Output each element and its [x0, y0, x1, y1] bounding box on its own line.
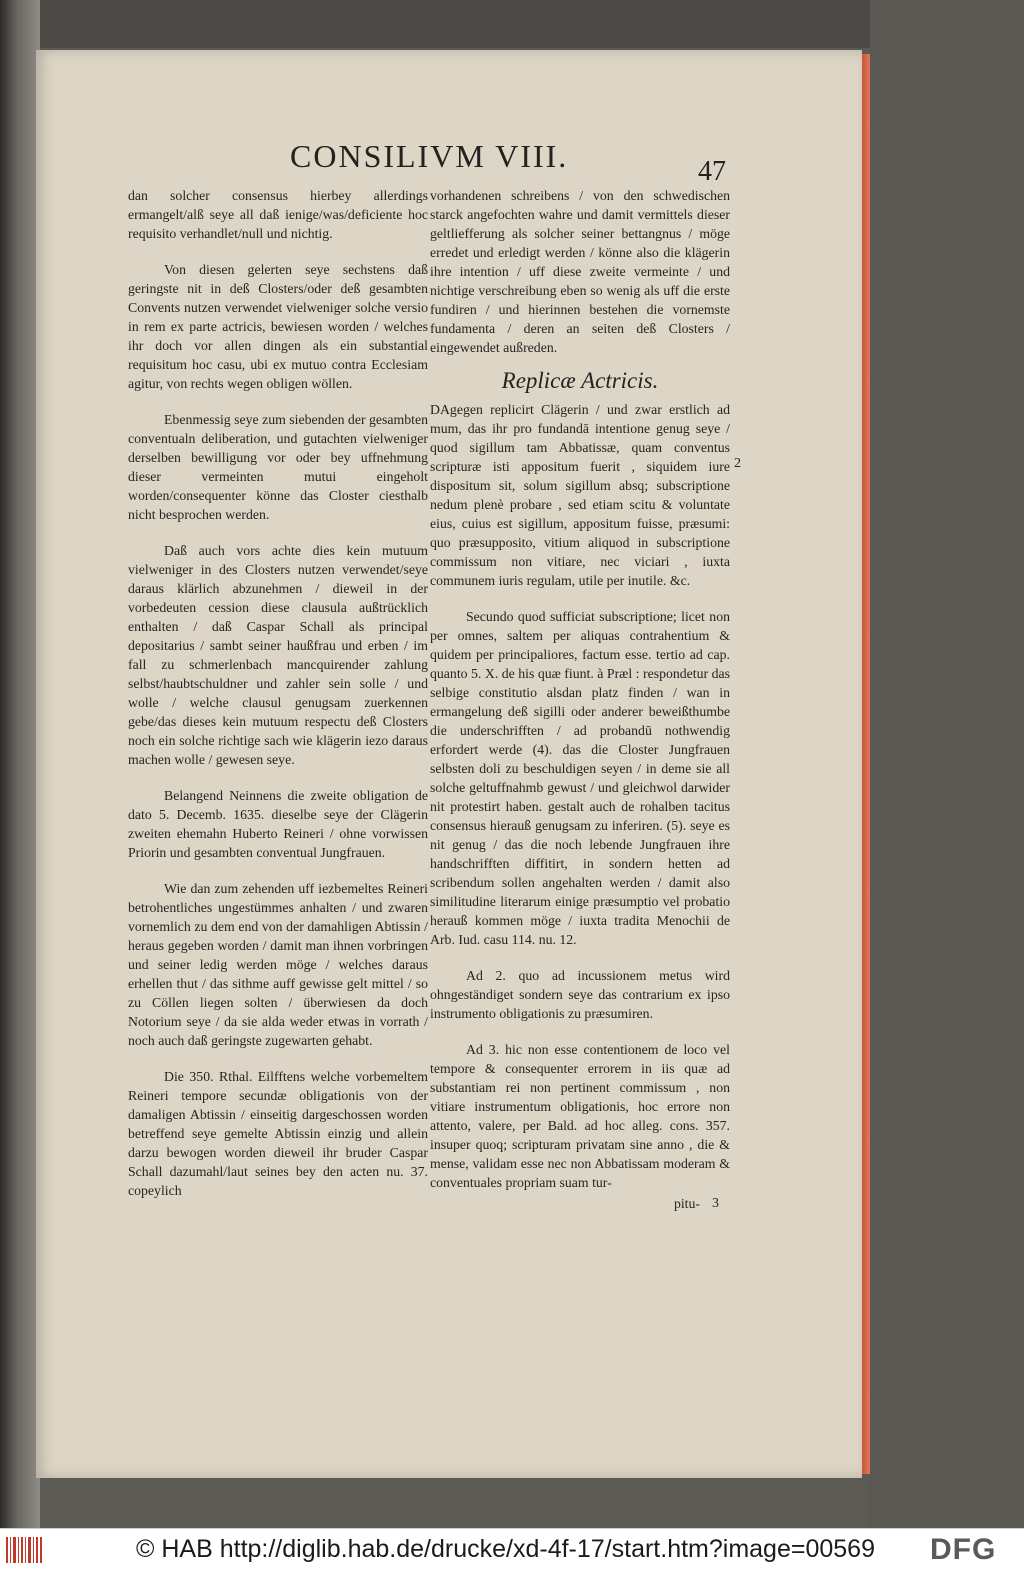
barcode-icon [6, 1537, 42, 1563]
margin-note: 3 [712, 1196, 719, 1211]
right-paragraph: DAgegen replicirt Clägerin / und zwar erstlich ad mum, das ihr pro fundandā intentione genug seye / quod sigillum tam Abbatissæ, quam conventus scripturæ isti appositum fuerit , siquidem iure dispositum sit, solum sigillum absq; subscriptione nedum plenè probare , sed etiam scitu & voluntate eius, cuius est sigillum, appositum fuisse, præsumi: quo præsupposito, vitium aliquod in subscriptione commissum non vitiare, nec viciari , iuxta communem iuris regulam, utile per inutile. &c. [430, 402, 730, 588]
catchword: pitu- [673, 1196, 700, 1211]
left-column [128, 186, 428, 1200]
margin-note: 2 [734, 456, 741, 471]
right-paragraph: Ad 3. hic non esse contentionem de loco vel tempore & consequenter errorem in iis quæ ad substantiam rei non pertinent commissum , non vitiare instrumentum obligationis, hoc errore non attento, valere, per Bald. ad hoc alleg. cons. 357. insuper quoq; scripturam privatam sine anno , die & mense, validam esse nec non Abbatissam moderam & conventuales propriam suam tur- [430, 1042, 730, 1190]
page-header [260, 136, 740, 187]
section-heading: Replicæ Actricis. [501, 368, 659, 393]
right-intro-paragraph: vorhandenen schreibens / von den schwedischen starck angefochten wahre und damit vermittels dieser geltliefferung als solcher seiner bettangnus / möge erredet und erledigt werden / könne also die klägerin ihre intention / uff diese zweite vermeinte / und nichtige verschreibung eben so wenig als uff die erste fundiren / und hierinnen bestehen die vornemste fundamenta / deren an seiten deß Closters / eingewendet außreden. [430, 188, 730, 355]
running-title: CONSILIVM VIII. [290, 138, 569, 174]
left-paragraph: Von diesen gelerten seye sechstens daß geringste nit in deß Closters/oder deß gesambten Convents nutzen verwendet vielweniger solche versio in rem ex parte actricis, bewiesen worden / welches ihr doch vor allen dingen als ein substantial requisitum hoc casu, ubi ex mutuo contra Ecclesiam agitur, von rechts wegen obligen wöllen. [128, 262, 428, 391]
left-paragraph: Ebenmessig seye zum siebenden der gesambten conventualn deliberation, und gutachten vielweniger derselben bewilligung vor oder bey uffnehmung dieser vermeinten mutui eingeholt worden/consequenter könne das Closter ciesthalb nicht besprochen werden. [128, 412, 428, 522]
dfg-logo: DFG [930, 1533, 997, 1566]
scan-background-left [0, 0, 40, 1528]
right-paragraph: Secundo quod sufficiat subscriptione; licet non per omnes, saltem per aliquas contrahentium & quidem per principaliores, factum esse. tertio ad cap. quanto 5. X. de his quæ fiunt. à Præl : respondetur das selbige constitutio alsdan platz finden / wan in ermangelung deß sigilli oder anderer beweißthumbe die underschrifften / ad probandū nothwendig erfordert werde (4). das die Closter Jungfrauen selbsten doli zu beschuldigen seyen / in deme sie all solche geltuffnahmb gewust / und gleichwol darwider nit protestirt haben. gestalt auch de rohalben tacitus consensus hierauß genugsam zu inferiren. (5). seye es nit genug / das die noch lebende Jungfrauen ihre handschrifften diffitirt, in sondern hetten ad scribendum sollen angehalten werden / damit also similitudine literarum einige præsumptio vel probatio herauß kommen möge / iuxta tradita Menochii de Arb. Iud. casu 114. nu. 12. [430, 609, 730, 947]
page-number: 47 [698, 156, 726, 187]
right-column [430, 186, 730, 1213]
scan-background-right [870, 0, 1024, 1528]
left-paragraph: Belangend Neinnens die zweite obligation de dato 5. Decemb. 1635. dieselbe seye der Clägerin zweiten ehemahn Huberto Reineri / ohne vorwissen Priorin und gesambten conventual Jungfrauen. [128, 788, 428, 860]
source-link[interactable]: © HAB http://diglib.hab.de/drucke/xd-4f-17/start.htm?image=00569 [136, 1535, 875, 1563]
left-paragraph: Wie dan zum zehenden uff iezbemeltes Reineri betrohentliches ungestümmes anhalten / und zwaren vornemlich zu dem end von der damahligen Abtissin / heraus gegeben worden / damit man ihnen vorbringen und seiner ledig werden möge / welches daraus erhellen thut / das sithme auff gewisse gelt mittel / so zu Cöllen liegen solten / überwiesen da doch Notorium seye / da sie alda weder etwas in vorrath / noch auch daß geringste zugewarten gehabt. [128, 881, 428, 1048]
footer-bar [0, 1528, 1024, 1573]
page-edge [862, 54, 870, 1474]
left-paragraph: Die 350. Rthal. Eilfftens welche vorbemeltem Reineri tempore secundæ obligationis von der damaligen Abtissin / einseitig dargeschossen worden betreffend seye gemelte Abtissin einzig und allein darzu bewogen worden dieweil ihr bruder Caspar Schall dazumahl/laut seines bey den acten nu. 37. copeylich [128, 1069, 428, 1198]
left-paragraph: Daß auch vors achte dies kein mutuum vielweniger in des Closters nutzen verwendet/seye daraus klärlich abzunehmen / dieweil in der vorbedeuten cession diese clausula außtrücklich enthalten / daß Caspar Schall als principal depositarius / sambt seiner haußfrau und erben / im fall zu schmerlenbach mancquirender zahlung selbst/haubtschuldner und zahler sein solle / und wolle / welche clausul genugsam zuerkennen gebe/das dieses kein mutuum respectu deß Closters noch ein solche richtige sach wie klägerin iezo daraus machen wolle / gewesen seye. [128, 543, 428, 767]
left-paragraph: dan solcher consensus hierbey allerdings ermangelt/alß seye all daß ienige/was/deficiente hoc requisito verhandlet/null und nichtig. [128, 188, 428, 241]
right-paragraph: Ad 2. quo ad incussionem metus wird ohngeständiget sondern seye das contrarium ex ipso instrumento obligationis zu præsumiren. [430, 968, 730, 1021]
